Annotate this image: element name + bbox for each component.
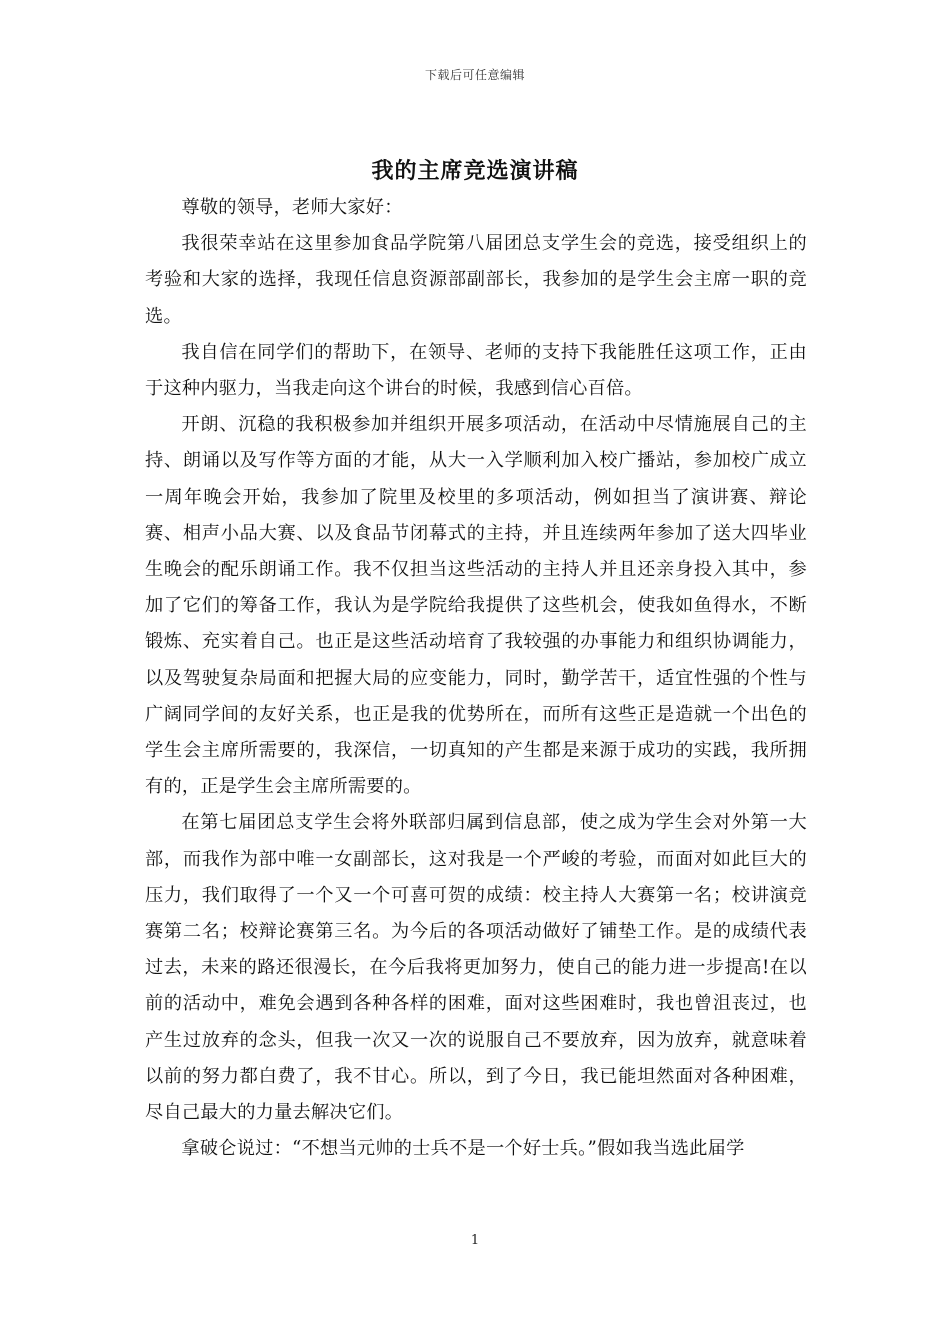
body-paragraph: 我自信在同学们的帮助下，在领导、老师的支持下我能胜任这项工作，正由于这种内驱力，当我走向这个讲台的时候，我感到信心百倍。 <box>145 341 807 400</box>
page-number: 1 <box>470 1233 480 1248</box>
header-note: 下载后可任意编辑 <box>424 68 525 82</box>
document-body <box>145 190 807 1167</box>
body-paragraph: 拿破仑说过：“不想当元帅的士兵不是一个好士兵。”假如我当选此届学 <box>181 1138 745 1160</box>
body-paragraph: 我很荣幸站在这里参加食品学院第八届团总支学生会的竞选，接受组织上的考验和大家的选择，我现任信息资源部副部长，我参加的是学生会主席一职的竞选。 <box>145 233 807 327</box>
body-paragraph: 开朗、沉稳的我积极参加并组织开展多项活动，在活动中尽情施展自己的主持、朗诵以及写作等方面的才能，从大一入学顺利加入校广播站，参加校广成立一周年晚会开始，我参加了院里及校里的多项活动，例如担当了演讲赛、辩论赛、相声小品大赛、以及食品节闭幕式的主持，并且连续两年参加了送大四毕业生晚会的配乐朗诵工作。我不仅担当这些活动的主持人并且还亲身投入其中，参加了它们的筹备工作，我认为是学院给我提供了这些机会，使我如鱼得水，不断锻炼、充实着自己。也正是这些活动培育了我较强的办事能力和组织协调能力，以及驾驶复杂局面和把握大局的应变能力，同时，勤学苦干，适宜性强的个性与广阔同学间的友好关系，也正是我的优势所在，而所有这些正是造就一个出色的学生会主席所需要的，我深信，一切真知的产生都是来源于成功的实践，我所拥有的，正是学生会主席所需要的。 <box>145 414 807 798</box>
salutation-paragraph: 尊敬的领导，老师大家好： <box>181 197 403 218</box>
body-paragraph: 在第七届团总支学生会将外联部归属到信息部，使之成为学生会对外第一大部，而我作为部中唯一女副部长，这对我是一个严峻的考验，而面对如此巨大的压力，我们取得了一个又一个可喜可贺的成绩：校主持人大赛第一名；校讲演竞赛第二名；校辩论赛第三名。为今后的各项活动做好了铺垫工作。是的成绩代表过去，未来的路还很漫长，在今后我将更加努力，使自己的能力进一步提高!在以前的活动中，难免会遇到各种各样的困难，面对这些困难时，我也曾沮丧过，也产生过放弃的念头，但我一次又一次的说服自己不要放弃，因为放弃，就意味着以前的努力都白费了，我不甘心。所以，到了今日，我已能坦然面对各种困难，尽自己最大的力量去解决它们。 <box>145 812 807 1124</box>
document-title: 我的主席竞选演讲稿 <box>371 158 579 184</box>
